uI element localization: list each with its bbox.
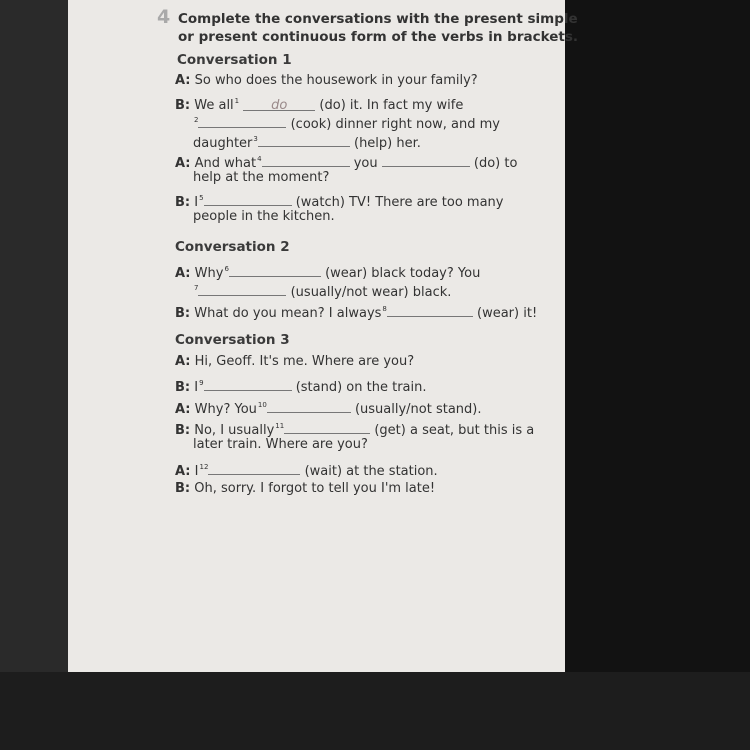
answer-blank-2[interactable]	[198, 115, 286, 128]
gap-number: 1	[234, 97, 240, 105]
conv1-line-8: people in the kitchen.	[193, 209, 335, 224]
answer-blank-7[interactable]	[198, 283, 286, 296]
answer-blank-8[interactable]	[387, 304, 473, 317]
gap-number: 7	[194, 284, 199, 292]
dialogue-text: (watch) TV! There are too many	[295, 195, 504, 210]
dialogue-text: (do) it. In fact my wife	[319, 98, 464, 113]
conv1-line-3	[193, 112, 500, 133]
dialogue-text: So who does the housework in your family?	[194, 73, 478, 88]
instruction-line-2: or present continuous form of the verbs in brackets.	[178, 29, 578, 45]
dialogue-text: (usually/not wear) black.	[290, 285, 452, 300]
dialogue-text: Hi, Geoff. It's me. Where are you?	[194, 354, 415, 369]
dialogue-text: you	[353, 156, 378, 171]
speaker-label: A:	[175, 73, 191, 88]
conv3-line-5: later train. Where are you?	[193, 437, 368, 452]
conv1-line-2	[175, 93, 463, 114]
dialogue-text: (get) a seat, but this is a	[374, 423, 535, 438]
dialogue-text: No, I usually	[194, 423, 275, 438]
conv3-line-7	[175, 481, 435, 497]
conv1-line-7	[175, 190, 503, 211]
answer-blank-11[interactable]	[284, 421, 370, 434]
conv1-line-4	[193, 131, 421, 152]
answer-blank-12[interactable]	[208, 462, 300, 475]
gap-number: 6	[224, 265, 229, 273]
gap-number: 9	[199, 379, 204, 387]
instruction-line-1: Complete the conversations with the present simple	[178, 11, 578, 27]
dialogue-text: daughter	[193, 136, 253, 151]
gap-number: 4	[257, 155, 262, 163]
conv2-line-2	[193, 280, 451, 301]
dialogue-text: (wear) black today? You	[325, 266, 481, 281]
gap-number: 12	[199, 463, 209, 471]
answer-blank-3[interactable]	[258, 134, 350, 147]
answer-blank-10[interactable]	[267, 400, 351, 413]
dialogue-text: (wear) it!	[477, 306, 538, 321]
conv3-line-3	[175, 397, 482, 418]
gap-number: 3	[253, 135, 258, 143]
dialogue-text: (cook) dinner right now, and my	[290, 117, 500, 132]
conv1-line-5	[175, 151, 517, 172]
conv3-line-1	[175, 354, 414, 370]
exercise-number: 4	[157, 6, 171, 28]
gap-number: 11	[275, 422, 285, 430]
dialogue-text: Why	[194, 266, 224, 281]
conv2-line-3	[175, 301, 537, 322]
dialogue-text: What do you mean? I always	[194, 306, 382, 321]
dialogue-text: I	[194, 464, 199, 479]
dialogue-text: I	[194, 195, 199, 210]
answer-blank-4b[interactable]	[382, 154, 470, 167]
conversation-2-title: Conversation 2	[175, 239, 290, 255]
dialogue-text: I	[194, 380, 199, 395]
speaker-label: B:	[175, 380, 191, 395]
dialogue-text: (usually/not stand).	[354, 402, 482, 417]
speaker-label: B:	[175, 98, 191, 113]
background-right	[565, 0, 750, 750]
speaker-label: B:	[175, 423, 191, 438]
gap-number: 8	[382, 305, 387, 313]
dialogue-text: We all	[194, 98, 234, 113]
gap-number: 2	[194, 116, 199, 124]
dialogue-text: (stand) on the train.	[295, 380, 427, 395]
conversation-1-title: Conversation 1	[177, 52, 292, 68]
answer-blank-4[interactable]	[262, 154, 350, 167]
speaker-label: B:	[175, 481, 191, 496]
answer-blank-1[interactable]: do	[243, 98, 315, 111]
dialogue-text: Oh, sorry. I forgot to tell you I'm late!	[194, 481, 436, 496]
background-bottom	[0, 672, 750, 750]
conv1-line-6: help at the moment?	[193, 170, 330, 185]
speaker-label: A:	[175, 266, 191, 281]
conv3-line-4	[175, 418, 534, 439]
answer-blank-5[interactable]	[204, 193, 292, 206]
conv3-line-2	[175, 375, 427, 396]
speaker-label: A:	[175, 354, 191, 369]
dialogue-text: (do) to	[473, 156, 518, 171]
speaker-label: A:	[175, 464, 191, 479]
conv3-line-6	[175, 459, 438, 480]
dialogue-text: (wait) at the station.	[304, 464, 438, 479]
dialogue-text: (help) her.	[354, 136, 421, 151]
speaker-label: A:	[175, 156, 191, 171]
gap-number: 10	[257, 401, 267, 409]
speaker-label: A:	[175, 402, 191, 417]
dialogue-text: Why? You	[194, 402, 257, 417]
gap-number: 5	[199, 194, 204, 202]
conversation-3-title: Conversation 3	[175, 332, 290, 348]
dialogue-text: And what	[194, 156, 257, 171]
conv2-line-1	[175, 261, 480, 282]
answer-blank-6[interactable]	[229, 264, 321, 277]
answer-blank-9[interactable]	[204, 378, 292, 391]
conv1-line-1	[175, 73, 478, 89]
speaker-label: B:	[175, 195, 191, 210]
speaker-label: B:	[175, 306, 191, 321]
